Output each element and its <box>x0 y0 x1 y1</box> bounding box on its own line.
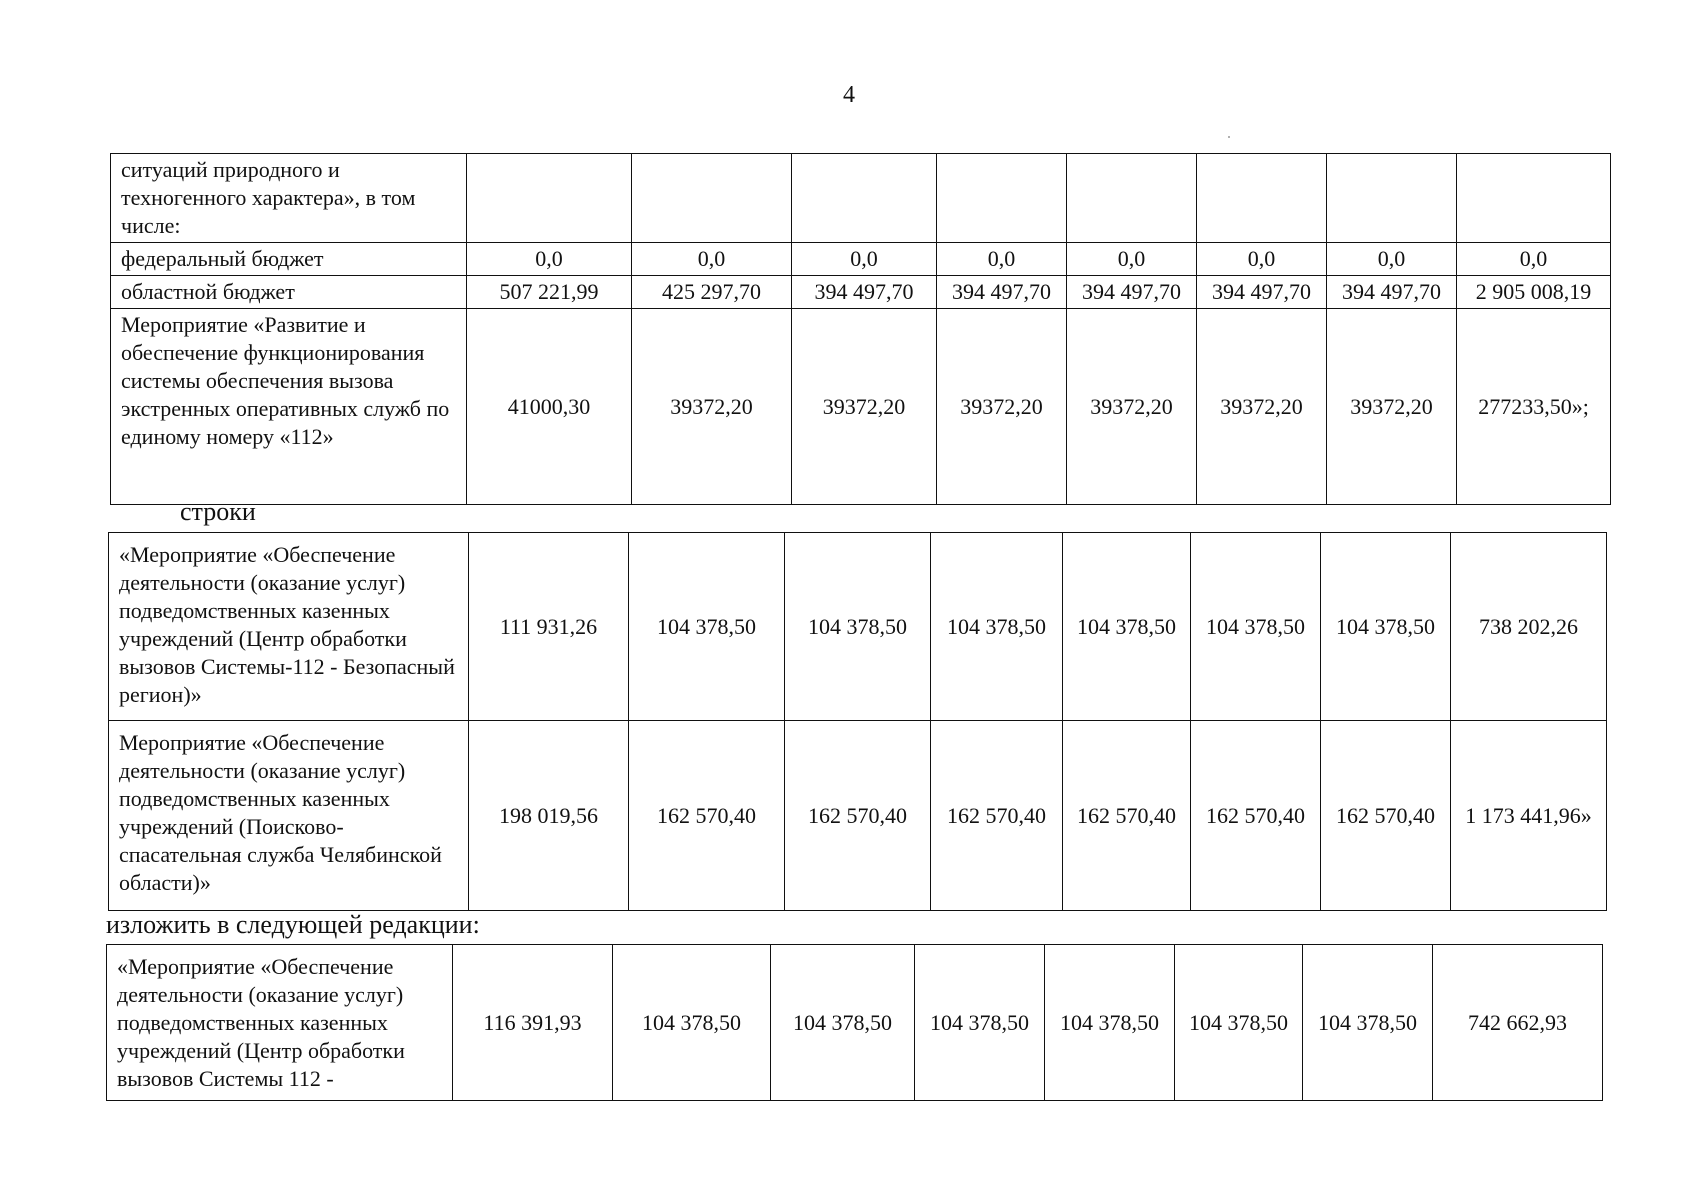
cell-value <box>792 154 937 243</box>
cell-value: 0,0 <box>467 243 632 276</box>
cell-value: 162 570,40 <box>1063 721 1191 911</box>
cell-value <box>632 154 792 243</box>
page-number: 4 <box>843 82 855 108</box>
row-label: «Мероприятие «Обеспечение деятельности (оказание услуг) подведомственных казенных учреждений (Центр обработки вызовов Системы 112 - <box>107 945 453 1101</box>
cell-value: 39372,20 <box>1327 309 1457 505</box>
cell-value: 162 570,40 <box>1191 721 1321 911</box>
cell-value: 0,0 <box>1327 243 1457 276</box>
row-label: «Мероприятие «Обеспечение деятельности (оказание услуг) подведомственных казенных учреждений (Центр обработки вызовов Системы-112 - Безопасный регион)» <box>109 533 469 721</box>
cell-value: 198 019,56 <box>469 721 629 911</box>
table-row <box>111 243 1611 276</box>
cell-value: 277233,50»; <box>1457 309 1611 505</box>
cell-value: 0,0 <box>632 243 792 276</box>
cell-value <box>1197 154 1327 243</box>
cell-value: 111 931,26 <box>469 533 629 721</box>
cell-value: 39372,20 <box>632 309 792 505</box>
cell-value: 39372,20 <box>1197 309 1327 505</box>
budget-table-continued <box>110 153 1611 505</box>
cell-value: 116 391,93 <box>453 945 613 1101</box>
cell-value: 738 202,26 <box>1451 533 1607 721</box>
cell-value: 162 570,40 <box>785 721 931 911</box>
cell-value: 104 378,50 <box>613 945 771 1101</box>
cell-value: 0,0 <box>1457 243 1611 276</box>
cell-value <box>1327 154 1457 243</box>
table-row <box>107 945 1603 1101</box>
caption-rows: строки <box>180 497 256 526</box>
cell-value: 104 378,50 <box>1191 533 1321 721</box>
cell-value: 0,0 <box>1197 243 1327 276</box>
new-rows-table <box>106 944 1603 1101</box>
cell-value: 742 662,93 <box>1433 945 1603 1101</box>
old-rows-table <box>108 532 1607 911</box>
cell-value: 41000,30 <box>467 309 632 505</box>
table-row <box>111 276 1611 309</box>
table-row <box>111 309 1611 505</box>
table-row <box>109 533 1607 721</box>
cell-value: 394 497,70 <box>937 276 1067 309</box>
cell-value: 394 497,70 <box>1327 276 1457 309</box>
cell-value: 425 297,70 <box>632 276 792 309</box>
cell-value: 394 497,70 <box>792 276 937 309</box>
row-label: областной бюджет <box>111 276 467 309</box>
cell-value: 104 378,50 <box>1063 533 1191 721</box>
cell-value: 39372,20 <box>937 309 1067 505</box>
cell-value: 104 378,50 <box>1175 945 1303 1101</box>
cell-value: 0,0 <box>1067 243 1197 276</box>
row-label: федеральный бюджет <box>111 243 467 276</box>
cell-value: 2 905 008,19 <box>1457 276 1611 309</box>
cell-value <box>937 154 1067 243</box>
cell-value: 104 378,50 <box>1045 945 1175 1101</box>
cell-value: 104 378,50 <box>1321 533 1451 721</box>
cell-value <box>467 154 632 243</box>
caption-edit: изложить в следующей редакции: <box>106 910 480 939</box>
cell-value: 0,0 <box>937 243 1067 276</box>
cell-value: 394 497,70 <box>1067 276 1197 309</box>
cell-value: 104 378,50 <box>1303 945 1433 1101</box>
cell-value: 104 378,50 <box>771 945 915 1101</box>
cell-value: 162 570,40 <box>931 721 1063 911</box>
cell-value: 162 570,40 <box>1321 721 1451 911</box>
cell-value: 0,0 <box>792 243 937 276</box>
table-row <box>109 721 1607 911</box>
row-label: ситуаций природного и техногенного характера», в том числе: <box>111 154 467 243</box>
cell-value <box>1457 154 1611 243</box>
cell-value: 394 497,70 <box>1197 276 1327 309</box>
cell-value: 104 378,50 <box>931 533 1063 721</box>
table-row <box>111 154 1611 243</box>
cell-value: 39372,20 <box>1067 309 1197 505</box>
cell-value: 104 378,50 <box>629 533 785 721</box>
cell-value: 104 378,50 <box>915 945 1045 1101</box>
row-label: Мероприятие «Развитие и обеспечение функционирования системы обеспечения вызова экстренных оперативных служб по единому номеру «112» <box>111 309 467 505</box>
scan-speck <box>1228 136 1230 138</box>
cell-value: 104 378,50 <box>785 533 931 721</box>
cell-value: 162 570,40 <box>629 721 785 911</box>
row-label: Мероприятие «Обеспечение деятельности (оказание услуг) подведомственных казенных учреждений (Поисково-спасательная служба Челябинской области)» <box>109 721 469 911</box>
cell-value: 1 173 441,96» <box>1451 721 1607 911</box>
cell-value: 507 221,99 <box>467 276 632 309</box>
cell-value: 39372,20 <box>792 309 937 505</box>
cell-value <box>1067 154 1197 243</box>
